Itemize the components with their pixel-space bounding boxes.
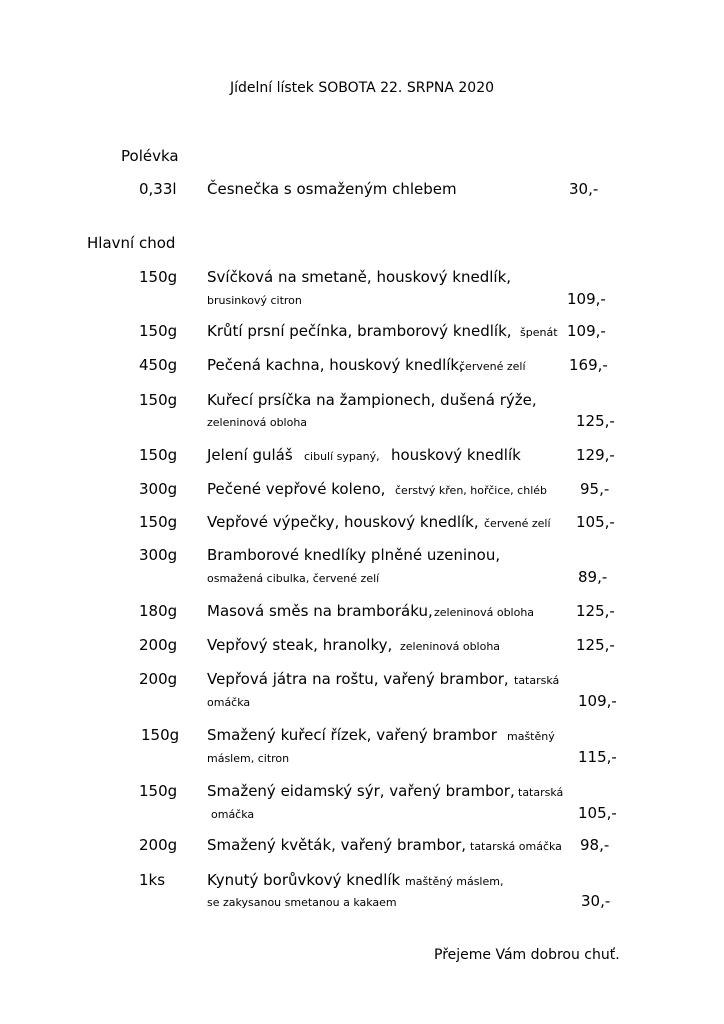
dish-weight: 180g [139, 602, 178, 620]
dish-note: cibulí sypaný, [304, 450, 380, 463]
dish-weight: 150g [139, 391, 178, 409]
dish-note-cont: se zakysanou smetanou a kakaem [207, 896, 397, 909]
dish-note: maštěný [507, 730, 555, 743]
dish-name-cont: houskový knedlík [391, 446, 521, 464]
dish-note: tatarská [518, 786, 564, 799]
dish-weight: 1ks [139, 871, 166, 889]
dish-note: zeleninová obloha [434, 606, 535, 619]
dish-note: červené zelí [484, 517, 551, 530]
dish-note: maštěný máslem, [405, 875, 504, 888]
soup-weight: 0,33l [139, 180, 177, 198]
dish-price: 109,- [578, 692, 617, 710]
dish-weight: 200g [139, 636, 178, 654]
dish-note: tatarská omáčka [470, 840, 562, 853]
dish-weight: 150g [139, 268, 178, 286]
dish-name: Jelení guláš [207, 446, 293, 464]
dish-weight: 450g [139, 356, 178, 374]
dish-name: Masová směs na bramboráku, [207, 602, 433, 620]
dish-weight: 150g [141, 726, 180, 744]
dish-note-cont: omáčka [211, 808, 255, 821]
dish-name: Vepřový steak, hranolky, [207, 636, 393, 654]
dish-note: čerstvý křen, hořčice, chléb [395, 484, 548, 497]
dish-price: 105,- [576, 513, 615, 531]
dish-note-cont: máslem, citron [207, 752, 290, 765]
dish-note: červené zelí [459, 360, 526, 373]
dish-name: Smažený eidamský sýr, vařený brambor, [207, 782, 515, 800]
dish-name: Smažený květák, vařený brambor, [207, 836, 467, 854]
dish-note: brusinkový citron [207, 294, 302, 307]
dish-weight: 150g [139, 322, 178, 340]
dish-name: Kuřecí prsíčka na žampionech, dušená rýže, [207, 391, 537, 409]
dish-price: 30,- [581, 892, 611, 910]
dish-price: 109,- [567, 322, 606, 340]
dish-price: 115,- [578, 748, 617, 766]
menu-title: Jídelní lístek SOBOTA 22. SRPNA 2020 [229, 80, 495, 96]
soup-price: 30,- [569, 180, 599, 198]
dish-price: 109,- [567, 290, 606, 308]
dish-price: 105,- [578, 804, 617, 822]
soup-section-label: Polévka [121, 147, 179, 165]
dish-name: Pečená kachna, houskový knedlík, [207, 356, 464, 374]
dish-name: Vepřové výpečky, houskový knedlík, [207, 513, 479, 531]
dish-name: Krůtí prsní pečínka, bramborový knedlík, [207, 322, 512, 340]
dish-weight: 150g [139, 513, 178, 531]
dish-weight: 200g [139, 670, 178, 688]
dish-weight: 200g [139, 836, 178, 854]
dish-price: 125,- [576, 602, 615, 620]
dish-weight: 300g [139, 480, 178, 498]
closing-wish: Přejeme Vám dobrou chuť. [434, 947, 620, 963]
dish-price: 125,- [576, 412, 615, 430]
dish-price: 95,- [580, 480, 610, 498]
dish-name: Bramborové knedlíky plněné uzeninou, [207, 546, 501, 564]
dish-weight: 150g [139, 446, 178, 464]
soup-name: Česnečka s osmaženým chlebem [207, 180, 457, 198]
dish-price: 98,- [580, 836, 610, 854]
dish-note: tatarská [514, 674, 560, 687]
dish-name: Pečené vepřové koleno, [207, 480, 386, 498]
dish-note-cont: omáčka [207, 696, 251, 709]
dish-note: zeleninová obloha [400, 640, 501, 653]
dish-name: Vepřová játra na roštu, vařený brambor, [207, 670, 509, 688]
dish-weight: 300g [139, 546, 178, 564]
dish-price: 129,- [576, 446, 615, 464]
dish-note: špenát [520, 326, 558, 339]
dish-price: 89,- [578, 568, 608, 586]
dish-price: 169,- [569, 356, 608, 374]
main-section-label: Hlavní chod [87, 234, 176, 252]
dish-name: Svíčková na smetaně, houskový knedlík, [207, 268, 512, 286]
dish-name: Kynutý borůvkový knedlík [207, 871, 401, 889]
dish-price: 125,- [576, 636, 615, 654]
dish-note: zeleninová obloha [207, 416, 308, 429]
dish-note: osmažená cibulka, červené zelí [207, 572, 380, 585]
dish-name: Smažený kuřecí řízek, vařený brambor [207, 726, 497, 744]
dish-weight: 150g [139, 782, 178, 800]
